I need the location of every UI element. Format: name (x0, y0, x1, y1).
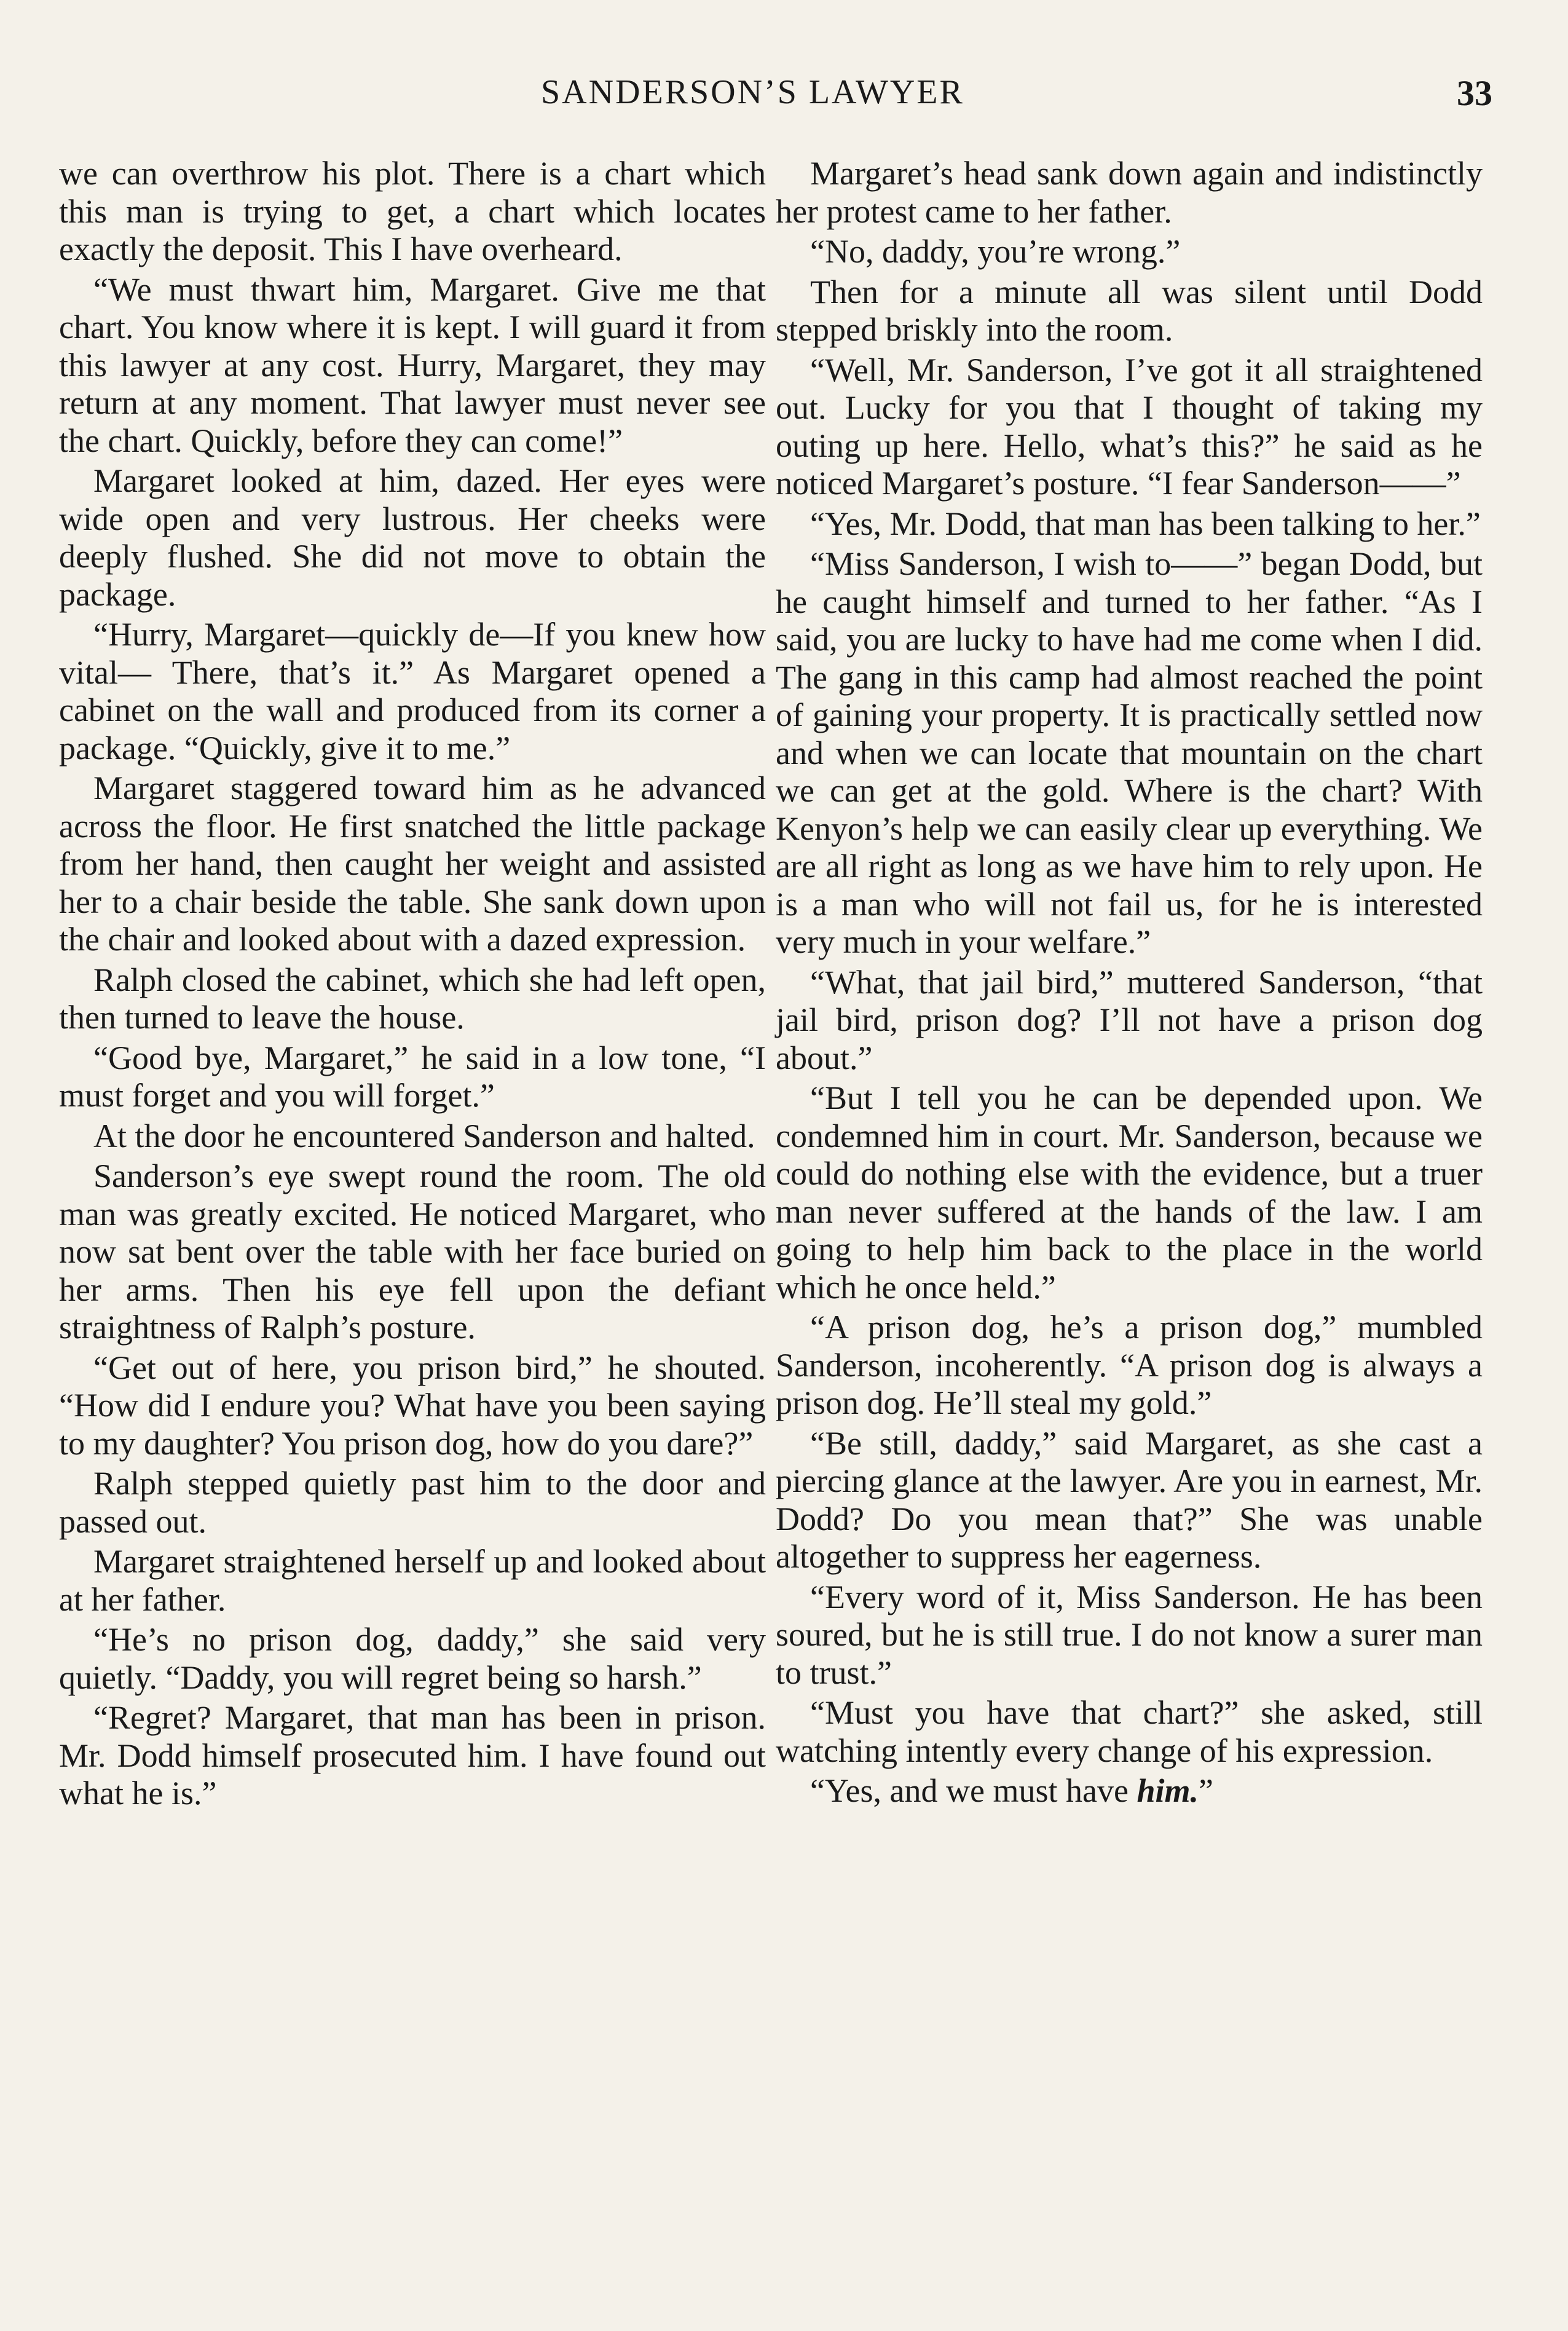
paragraph: “What, that jail bird,” muttered Sanderson, “that jail bird, prison dog? I’ll not have a prison dog about.” (776, 963, 1483, 1076)
paragraph: “We must thwart him, Margaret. Give me that chart. You know where it is kept. I will guard it from this lawyer at any cost. Hurry, Margaret, they may return at any moment. That lawyer must never see the chart. Quickly, before they can come!” (59, 270, 766, 459)
paragraph: Margaret looked at him, dazed. Her eyes were wide open and very lustrous. Her cheeks were deeply flushed. She did not move to obtain the package. (59, 462, 766, 613)
final-line-tail: ” (1198, 1772, 1213, 1809)
paragraph: Sanderson’s eye swept round the room. The old man was greatly excited. He noticed Margaret, who now sat bent over the table with her face buried on her arms. Then his eye fell upon the defiant straightness of Ralph’s posture. (59, 1158, 766, 1346)
paragraph: we can overthrow his plot. There is a chart which this man is trying to get, a chart which locates exactly the deposit. This I have overheard. (59, 155, 766, 267)
paragraph: “A prison dog, he’s a prison dog,” mumbled Sanderson, incoherently. “A prison dog is always a prison dog. He’ll steal my gold.” (776, 1309, 1483, 1421)
final-line-emphasis: him. (1137, 1772, 1199, 1809)
paragraph: Margaret’s head sank down again and indistinctly her protest came to her father. (776, 155, 1483, 230)
paragraph: “But I tell you he can be depended upon. We condemned him in court. Mr. Sanderson, because we could do nothing else with the evidence, but a truer man never suffered at the hands of the law. I am going to help him back to the place in the world which he once held.” (776, 1079, 1483, 1306)
left-column (59, 155, 766, 1815)
paragraph: “No, daddy, you’re wrong.” (810, 233, 1181, 270)
paragraph: “Miss Sanderson, I wish to——” began Dodd, but he caught himself and turned to her father. “As I said, you are lucky to have had me come when I did. The gang in this camp had almost reached the point of gaining your property. It is practically settled now and when we can locate that mountain on the chart we can get at the gold. Where is the chart? With Kenyon’s help we can easily clear up everything. We are all right as long as we have him to rely upon. He is a man who will not fail us, for he is interested very much in your welfare.” (776, 545, 1483, 960)
page-number: 33 (1457, 73, 1492, 113)
paragraph: “Good bye, Margaret,” he said in a low tone, “I must forget and you will forget.” (59, 1039, 766, 1114)
paragraph: “Get out of here, you prison bird,” he shouted. “How did I endure you? What have you been saying to my daughter? You prison dog, how do you dare?” (59, 1349, 766, 1462)
paragraph: “Must you have that chart?” she asked, still watching intently every change of his expression. (776, 1694, 1483, 1769)
final-line-lead: “Yes, and we must have (810, 1772, 1137, 1809)
paragraph: Margaret staggered toward him as he advanced across the floor. He first snatched the little package from her hand, then caught her weight and assisted her to a chair beside the table. She sank down upon the chair and looked about with a dazed expression. (59, 770, 766, 958)
paragraph: Ralph closed the cabinet, which she had left open, then turned to leave the house. (59, 961, 766, 1036)
paragraph: Then for a minute all was silent until Dodd stepped briskly into the room. (776, 273, 1483, 348)
paragraph: At the door he encountered Sanderson and halted. (93, 1117, 755, 1154)
paragraph: “Yes, Mr. Dodd, that man has been talking to her.” (810, 505, 1481, 542)
right-column (776, 155, 1483, 1813)
paragraph: “Well, Mr. Sanderson, I’ve got it all straightened out. Lucky for you that I thought of taking my outing up here. Hello, what’s this?” he said as he noticed Margaret’s posture. “I fear Sanderson——” (776, 351, 1483, 502)
running-title: SANDERSON’S LAWYER (541, 73, 964, 111)
paragraph: “Regret? Margaret, that man has been in prison. Mr. Dodd himself prosecuted him. I have found out what he is.” (59, 1699, 766, 1812)
paragraph: “Every word of it, Miss Sanderson. He has been soured, but he is still true. I do not know a surer man to trust.” (776, 1578, 1483, 1691)
final-paragraph (776, 1772, 1483, 1810)
paragraph: “Hurry, Margaret—quickly de—If you knew how vital— There, that’s it.” As Margaret opened a cabinet on the wall and produced from its corner a package. “Quickly, give it to me.” (59, 616, 766, 767)
paragraph: Ralph stepped quietly past him to the door and passed out. (59, 1465, 766, 1540)
paragraph: “Be still, daddy,” said Margaret, as she cast a piercing glance at the lawyer. Are you in earnest, Mr. Dodd? Do you mean that?” She was unable altogether to suppress her eagerness. (776, 1424, 1483, 1575)
paragraph: Margaret straightened herself up and looked about at her father. (59, 1543, 766, 1618)
paragraph: “He’s no prison dog, daddy,” she said very quietly. “Daddy, you will regret being so harsh.” (59, 1621, 766, 1696)
